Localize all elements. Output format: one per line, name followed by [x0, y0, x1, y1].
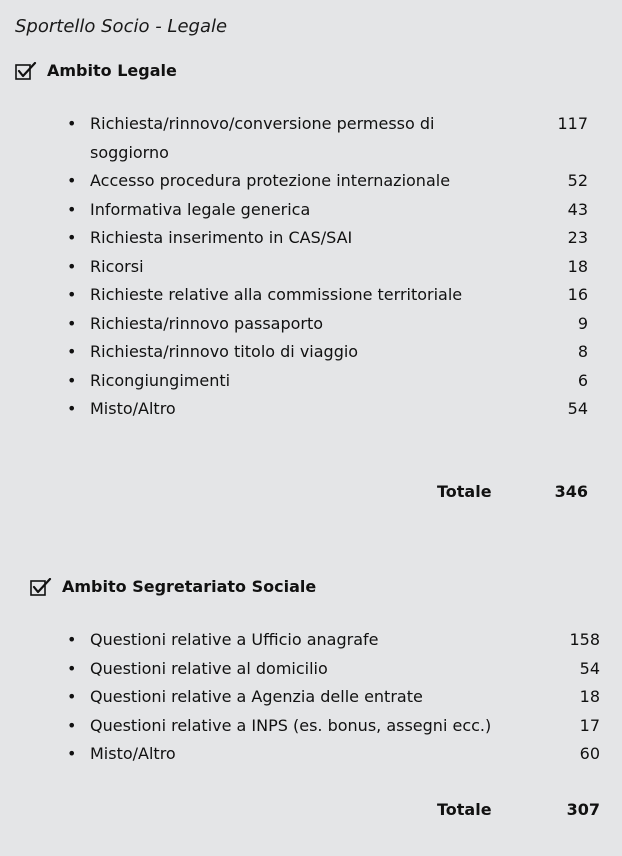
- item-value: 43: [567, 199, 588, 219]
- item-label: Richiesta inserimento in CAS/SAI: [90, 228, 353, 247]
- item-label: Richieste relative alla commissione territoriale: [90, 285, 463, 304]
- page-title: Sportello Socio - Legale: [15, 16, 228, 37]
- item-label: Questioni relative a INPS (es. bonus, assegni ecc.): [90, 715, 492, 735]
- list-item: [0, 395, 622, 424]
- list-item: [0, 224, 622, 253]
- bullet: •: [67, 744, 77, 763]
- legal-list: [0, 110, 622, 424]
- list-item: [0, 367, 622, 396]
- list-item: [0, 281, 622, 310]
- list-item: [0, 253, 622, 282]
- total-value: 346: [554, 482, 588, 501]
- item-label: Accesso procedura protezione internazionale: [90, 171, 451, 190]
- item-label: Ricorsi: [90, 256, 144, 276]
- item-value: 18: [567, 256, 588, 276]
- total-value: 307: [566, 800, 600, 819]
- item-label: Questioni relative al domicilio: [90, 658, 328, 678]
- item-label: Misto/Altro: [90, 744, 176, 763]
- item-value: 52: [567, 171, 588, 190]
- checked-box-icon: [30, 578, 52, 596]
- section-heading-social: [30, 577, 316, 596]
- list-item: [0, 712, 622, 741]
- item-label: Questioni relative a Agenzia delle entrate: [90, 687, 423, 706]
- item-value: 9: [577, 313, 588, 333]
- item-value: 158: [569, 630, 600, 649]
- total-row-social: [0, 800, 622, 828]
- item-label: Richiesta/rinnovo titolo di viaggio: [90, 342, 359, 361]
- list-item: [0, 626, 622, 655]
- social-list: [0, 626, 622, 769]
- item-label: Richiesta/rinnovo passaporto: [90, 313, 324, 333]
- list-item: [0, 683, 622, 712]
- item-value: 17: [579, 715, 600, 735]
- bullet: •: [67, 715, 77, 735]
- item-value: 54: [579, 658, 600, 678]
- bullet: •: [67, 114, 77, 133]
- item-value: 117: [557, 114, 588, 133]
- bullet: •: [67, 256, 77, 276]
- checked-box-icon: [15, 62, 37, 80]
- bullet: •: [67, 228, 77, 247]
- bullet: •: [67, 313, 77, 333]
- bullet: •: [67, 630, 77, 649]
- item-value: 6: [577, 370, 588, 390]
- list-item: [0, 338, 622, 367]
- bullet: •: [67, 171, 77, 190]
- bullet: •: [67, 399, 77, 418]
- item-value: 54: [567, 399, 588, 418]
- bullet: •: [67, 658, 77, 678]
- bullet: •: [67, 370, 77, 390]
- item-value: 16: [567, 285, 588, 304]
- item-label: Informativa legale generica: [90, 199, 311, 219]
- total-row-legal: [0, 482, 622, 510]
- item-value: 60: [579, 744, 600, 763]
- list-item: [0, 110, 622, 167]
- item-value: 23: [567, 228, 588, 247]
- list-item: [0, 655, 622, 684]
- bullet: •: [67, 199, 77, 219]
- item-label: Questioni relative a Ufficio anagrafe: [90, 630, 379, 649]
- item-label: Ricongiungimenti: [90, 370, 231, 390]
- list-item: [0, 167, 622, 196]
- section-heading-legal: [15, 61, 177, 80]
- bullet: •: [67, 285, 77, 304]
- list-item: [0, 310, 622, 339]
- bullet: •: [67, 687, 77, 706]
- item-label: Richiesta/rinnovo/conversione permesso di soggiorno: [90, 114, 435, 162]
- item-label: Misto/Altro: [90, 399, 176, 418]
- item-value: 8: [577, 342, 588, 361]
- total-label: Totale: [437, 800, 492, 819]
- list-item: [0, 196, 622, 225]
- list-item: [0, 740, 622, 769]
- total-label: Totale: [437, 482, 492, 501]
- item-value: 18: [579, 687, 600, 706]
- section-heading-legal-label: Ambito Legale: [47, 61, 177, 80]
- bullet: •: [67, 342, 77, 361]
- section-heading-social-label: Ambito Segretariato Sociale: [62, 577, 317, 596]
